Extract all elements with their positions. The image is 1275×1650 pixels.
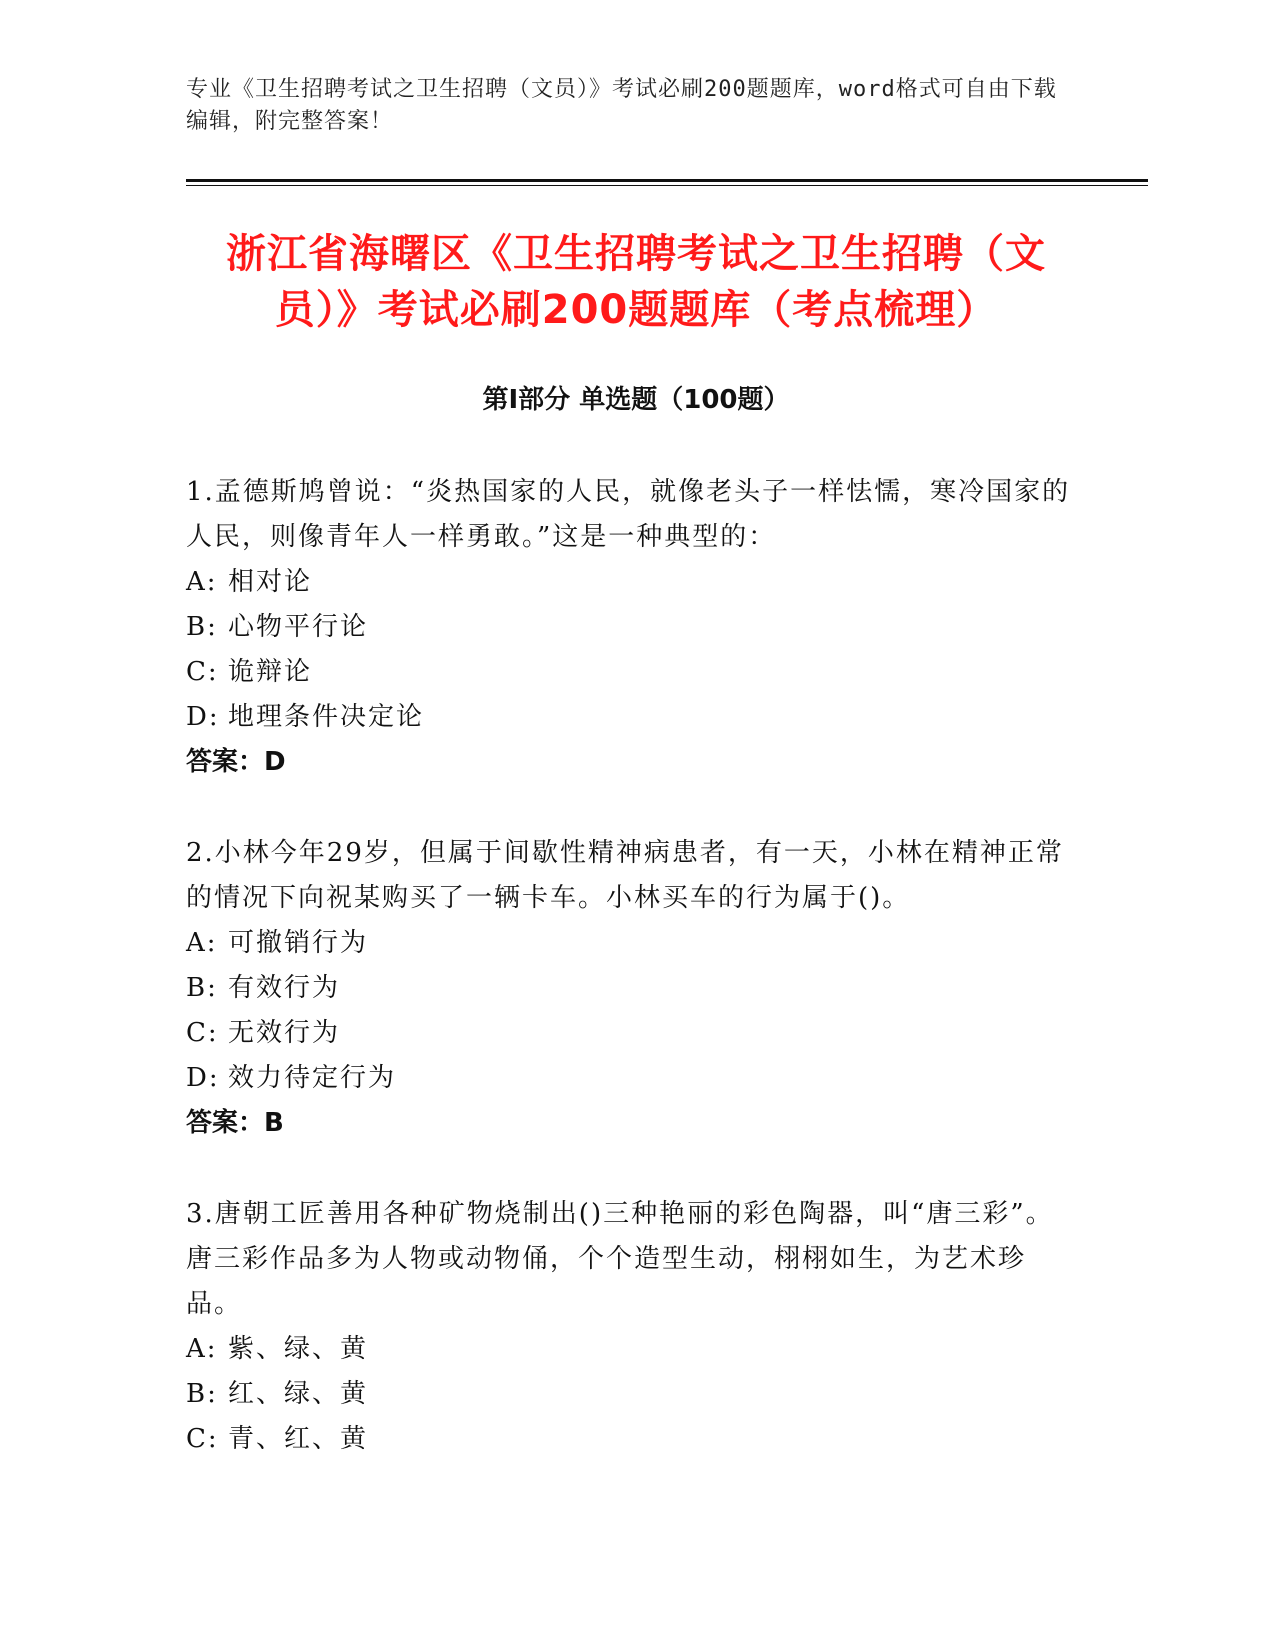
section-title: 第I部分 单选题（100题） bbox=[482, 385, 790, 415]
option-d bbox=[186, 695, 1076, 740]
option-a bbox=[186, 921, 1076, 966]
option-text: 心物平行论 bbox=[228, 612, 369, 642]
option-text: 有效行为 bbox=[228, 973, 341, 1003]
question-2 bbox=[186, 831, 1076, 1146]
option-text: 可撤销行为 bbox=[228, 928, 369, 958]
header-note: 专业《卫生招聘考试之卫生招聘（文员）》考试必刷200题题库，word格式可自由下载编辑，附完整答案！ bbox=[186, 77, 1057, 134]
option-key: A: bbox=[186, 1334, 218, 1364]
option-key: B: bbox=[186, 1379, 218, 1409]
document-title: 浙江省海曙区《卫生招聘考试之卫生招聘（文员）》考试必刷200题题库（考点梳理） bbox=[226, 231, 1046, 333]
option-text: 紫、绿、黄 bbox=[228, 1334, 369, 1364]
option-key: C: bbox=[186, 1424, 219, 1454]
option-a bbox=[186, 1327, 1076, 1372]
option-key: C: bbox=[186, 657, 219, 687]
option-key: D: bbox=[186, 702, 220, 732]
question-stem: 1.孟德斯鸠曾说：“炎热国家的人民，就像老头子一样怯懦，寒冷国家的人民，则像青年人一样勇敢。”这是一种典型的： bbox=[186, 477, 1071, 552]
option-b bbox=[186, 1372, 1076, 1417]
option-text: 相对论 bbox=[228, 567, 313, 597]
option-text: 诡辩论 bbox=[228, 657, 313, 687]
option-text: 红、绿、黄 bbox=[228, 1379, 369, 1409]
header-rule-thin bbox=[186, 185, 1148, 186]
answer: 答案：D bbox=[186, 747, 286, 777]
option-text: 效力待定行为 bbox=[228, 1063, 397, 1093]
question-stem: 3.唐朝工匠善用各种矿物烧制出()三种艳丽的彩色陶器，叫“唐三彩”。唐三彩作品多为人物或动物俑，个个造型生动，栩栩如生，为艺术珍品。 bbox=[186, 1199, 1054, 1319]
option-c bbox=[186, 650, 1076, 695]
option-key: B: bbox=[186, 973, 218, 1003]
question-list bbox=[186, 470, 1076, 1508]
question-1 bbox=[186, 470, 1076, 785]
answer: 答案：B bbox=[186, 1108, 284, 1138]
option-key: C: bbox=[186, 1018, 219, 1048]
option-b bbox=[186, 966, 1076, 1011]
question-3 bbox=[186, 1192, 1076, 1462]
option-c bbox=[186, 1011, 1076, 1056]
option-c bbox=[186, 1417, 1076, 1462]
option-key: A: bbox=[186, 928, 218, 958]
option-text: 地理条件决定论 bbox=[228, 702, 425, 732]
option-key: D: bbox=[186, 1063, 220, 1093]
option-key: A: bbox=[186, 567, 218, 597]
option-text: 无效行为 bbox=[228, 1018, 341, 1048]
option-d bbox=[186, 1056, 1076, 1101]
header-rule-thick bbox=[186, 179, 1148, 182]
question-stem: 2.小林今年29岁，但属于间歇性精神病患者，有一天，小林在精神正常的情况下向祝某购买了一辆卡车。小林买车的行为属于()。 bbox=[186, 838, 1064, 913]
option-key: B: bbox=[186, 612, 218, 642]
option-a bbox=[186, 560, 1076, 605]
option-b bbox=[186, 605, 1076, 650]
option-text: 青、红、黄 bbox=[228, 1424, 369, 1454]
